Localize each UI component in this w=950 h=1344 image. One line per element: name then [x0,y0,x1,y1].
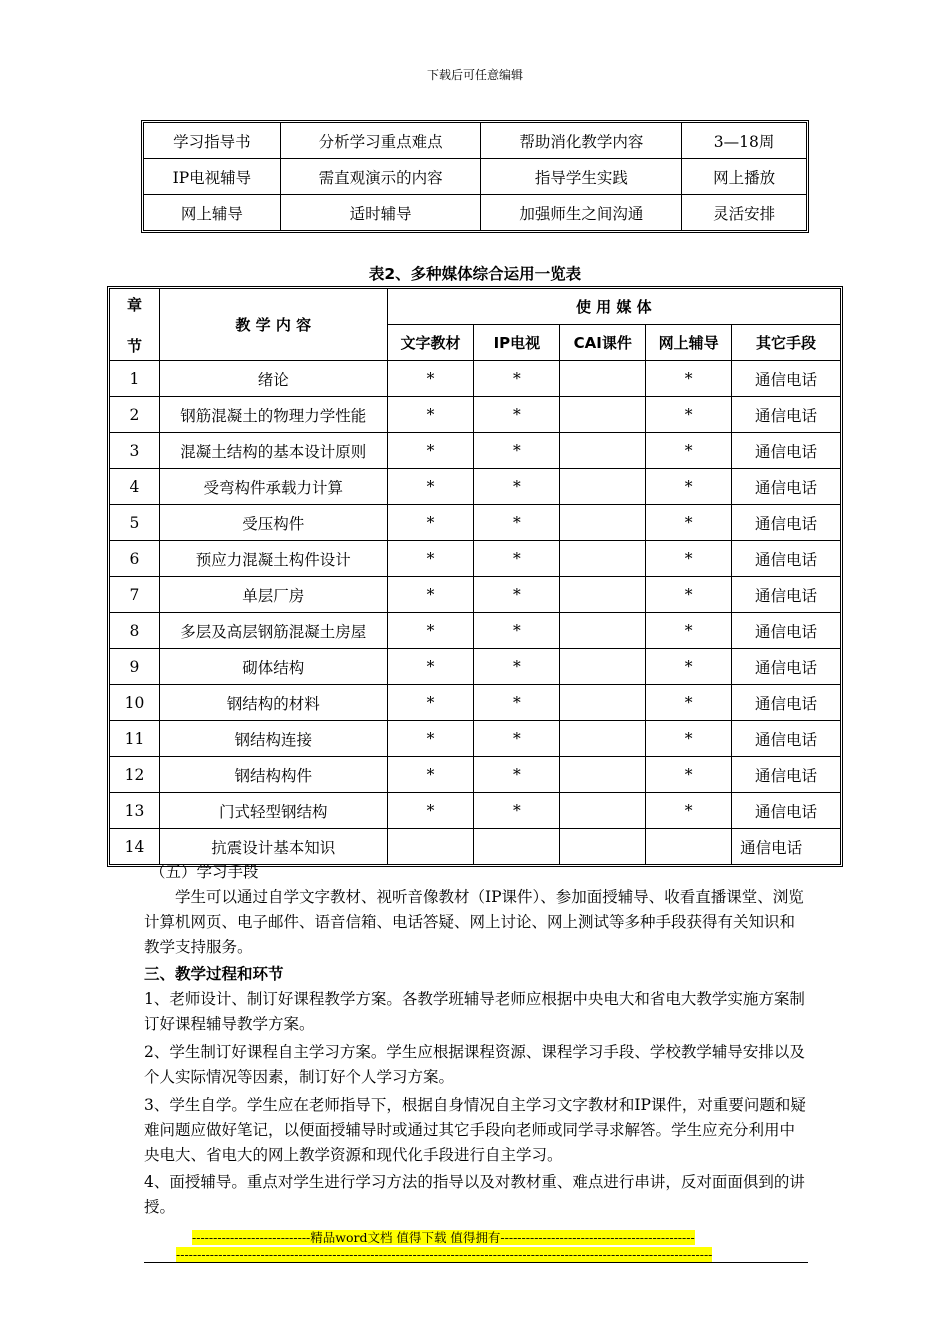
media-table [109,288,841,865]
table-cell: * [474,433,560,469]
table-cell: 7 [110,577,160,613]
table-cell: 4 [110,469,160,505]
table-cell: 13 [110,793,160,829]
table-cell: 1 [110,361,160,397]
footer-line-1-text: ----------------------------精品word文档 值得下载 值得拥有---------------------------------------------- [192,1230,695,1245]
table-cell: * [646,613,732,649]
table-row [144,123,807,159]
table-row [110,613,841,649]
table-cell: 钢结构的材料 [159,685,387,721]
table-cell: * [474,757,560,793]
table-cell [560,649,646,685]
table-cell: * [646,577,732,613]
table-cell: 10 [110,685,160,721]
table-cell: 钢结构连接 [159,721,387,757]
table-cell: 门式轻型钢结构 [159,793,387,829]
table-cell [560,505,646,541]
table-cell: * [387,505,474,541]
table-row [110,757,841,793]
table-cell: 学习指导书 [144,123,281,159]
col-header-other: 其它手段 [732,325,841,361]
table-cell: 适时辅导 [280,195,481,231]
table-cell: * [646,793,732,829]
table-cell: * [474,613,560,649]
table-cell [560,577,646,613]
table-cell: 混凝土结构的基本设计原则 [159,433,387,469]
table-cell: * [646,685,732,721]
table-cell: 抗震设计基本知识 [159,829,387,865]
table-cell: * [387,613,474,649]
table-cell: * [646,433,732,469]
table-cell: * [474,793,560,829]
table-cell: 钢结构构件 [159,757,387,793]
table-cell: 网上辅导 [144,195,281,231]
col-header-online: 网上辅导 [646,325,732,361]
footer-rule [144,1262,808,1263]
table-cell: 2 [110,397,160,433]
table-cell: 12 [110,757,160,793]
table-cell [560,361,646,397]
table-cell: 通信电话 [732,649,841,685]
table-cell: 单层厂房 [159,577,387,613]
footer-line-2-text: ------------------------------------------------------------------------------------------------------------------------------- [176,1247,713,1262]
table2-caption: 表2、多种媒体综合运用一览表 [368,265,582,283]
table-cell: 通信电话 [732,757,841,793]
table-cell: 预应力混凝土构件设计 [159,541,387,577]
table-cell [560,613,646,649]
table-row [110,361,841,397]
table-cell [560,397,646,433]
item-3: 3、学生自学。学生应在老师指导下，根据自身情况自主学习文字教材和IP课件，对重要问题和疑难问题应做好笔记，以便面授辅导时或通过其它手段向老师或同学寻求解答。学生应充分利用中央电大、省电大的网上教学资源和现代化手段进行自主学习。 [144,1096,806,1164]
table-cell: 通信电话 [732,505,841,541]
table-cell: * [646,649,732,685]
item-4: 4、面授辅导。重点对学生进行学习方法的指导以及对教材重、难点进行串讲，反对面面俱到的讲授。 [144,1173,805,1216]
table-cell: 通信电话 [732,613,841,649]
table-cell: 加强师生之间沟通 [481,195,682,231]
table-cell: 指导学生实践 [481,159,682,195]
section3-heading: 三、教学过程和环节 [144,965,284,983]
table-row [144,159,807,195]
table-row [144,195,807,231]
table-cell: 砌体结构 [159,649,387,685]
table-cell: * [474,397,560,433]
table-cell: IP电视辅导 [144,159,281,195]
col-header-cai: CAI课件 [560,325,646,361]
table-cell: * [387,721,474,757]
table-cell: 3—18周 [682,123,807,159]
table-cell: 8 [110,613,160,649]
table-cell: * [387,397,474,433]
table-cell: * [646,361,732,397]
col-header-text: 文字教材 [387,325,474,361]
item-2: 2、学生制订好课程自主学习方案。学生应根据课程资源、课程学习手段、学校教学辅导安排以及个人实际情况等因素，制订好个人学习方案。 [144,1043,805,1086]
table-cell: * [474,505,560,541]
table-cell: * [387,757,474,793]
table-cell: 通信电话 [732,541,841,577]
item-1: 1、老师设计、制订好课程教学方案。各教学班辅导老师应根据中央电大和省电大教学实施方案制订好课程辅导教学方案。 [144,990,805,1033]
table-cell [560,685,646,721]
table-cell: * [387,469,474,505]
table-row [110,397,841,433]
table-cell [560,469,646,505]
table-row [110,721,841,757]
table-cell: 受压构件 [159,505,387,541]
section5-heading: （五）学习手段 [150,863,259,881]
table-row [110,577,841,613]
table-cell: 通信电话 [732,361,841,397]
page-header: 下载后可任意编辑 [426,68,523,82]
table-cell: 帮助消化教学内容 [481,123,682,159]
table-row [110,433,841,469]
footer-line-2 [176,1244,774,1263]
table-cell: 通信电话 [732,469,841,505]
table-cell: 需直观演示的内容 [280,159,481,195]
table-cell: * [387,577,474,613]
paragraph-1: 学生可以通过自学文字教材、视听音像教材（IP课件）、参加面授辅导、收看直播课堂、浏览计算机网页、电子邮件、语音信箱、电话答疑、网上讨论、网上测试等多种手段获得有关知识和教学支持服务。 [144,888,804,956]
table-cell: * [474,721,560,757]
table-cell: 受弯构件承载力计算 [159,469,387,505]
chapter-header-top: 章 [126,295,142,314]
table-cell: * [387,433,474,469]
table-cell: * [387,649,474,685]
table-row [110,685,841,721]
table-cell: 5 [110,505,160,541]
table-cell: * [474,577,560,613]
table-cell: * [387,685,474,721]
table-row [110,649,841,685]
table-cell: 通信电话 [732,829,841,865]
col-header-iptv: IP电视 [474,325,560,361]
table-row [110,469,841,505]
table-cell: * [387,541,474,577]
table-cell: 3 [110,433,160,469]
table-cell: * [646,721,732,757]
table-cell [560,757,646,793]
table-cell: * [474,541,560,577]
table-cell [560,433,646,469]
table-cell: * [387,793,474,829]
table-cell: 分析学习重点难点 [280,123,481,159]
table-cell: 网上播放 [682,159,807,195]
table-cell: * [474,685,560,721]
table-cell: 14 [110,829,160,865]
table-cell: 6 [110,541,160,577]
table-cell [560,721,646,757]
table-cell [560,793,646,829]
table-cell: 通信电话 [732,685,841,721]
table-cell: 钢筋混凝土的物理力学性能 [159,397,387,433]
table-cell: 通信电话 [732,397,841,433]
table-row [110,541,841,577]
table-cell: * [646,757,732,793]
table-cell: * [646,397,732,433]
table-cell: * [646,469,732,505]
table-cell: * [474,469,560,505]
table-cell: * [474,649,560,685]
content-header: 教 学 内 容 [159,289,387,361]
table-cell: 通信电话 [732,721,841,757]
table-cell: 灵活安排 [682,195,807,231]
table-cell: 多层及高层钢筋混凝土房屋 [159,613,387,649]
table-cell: 通信电话 [732,433,841,469]
table-cell [560,541,646,577]
table-cell: 9 [110,649,160,685]
table-cell: * [387,361,474,397]
chapter-header [110,289,160,361]
chapter-header-bottom: 节 [126,336,142,355]
table-cell: * [646,541,732,577]
media-header: 使 用 媒 体 [387,289,840,325]
table-cell: 通信电话 [732,577,841,613]
table-row [110,505,841,541]
table-row [110,793,841,829]
guidance-table [143,122,807,231]
table-cell: 通信电话 [732,793,841,829]
table-cell: 11 [110,721,160,757]
table-cell: * [646,505,732,541]
table-cell: 绪论 [159,361,387,397]
table-cell: * [474,361,560,397]
